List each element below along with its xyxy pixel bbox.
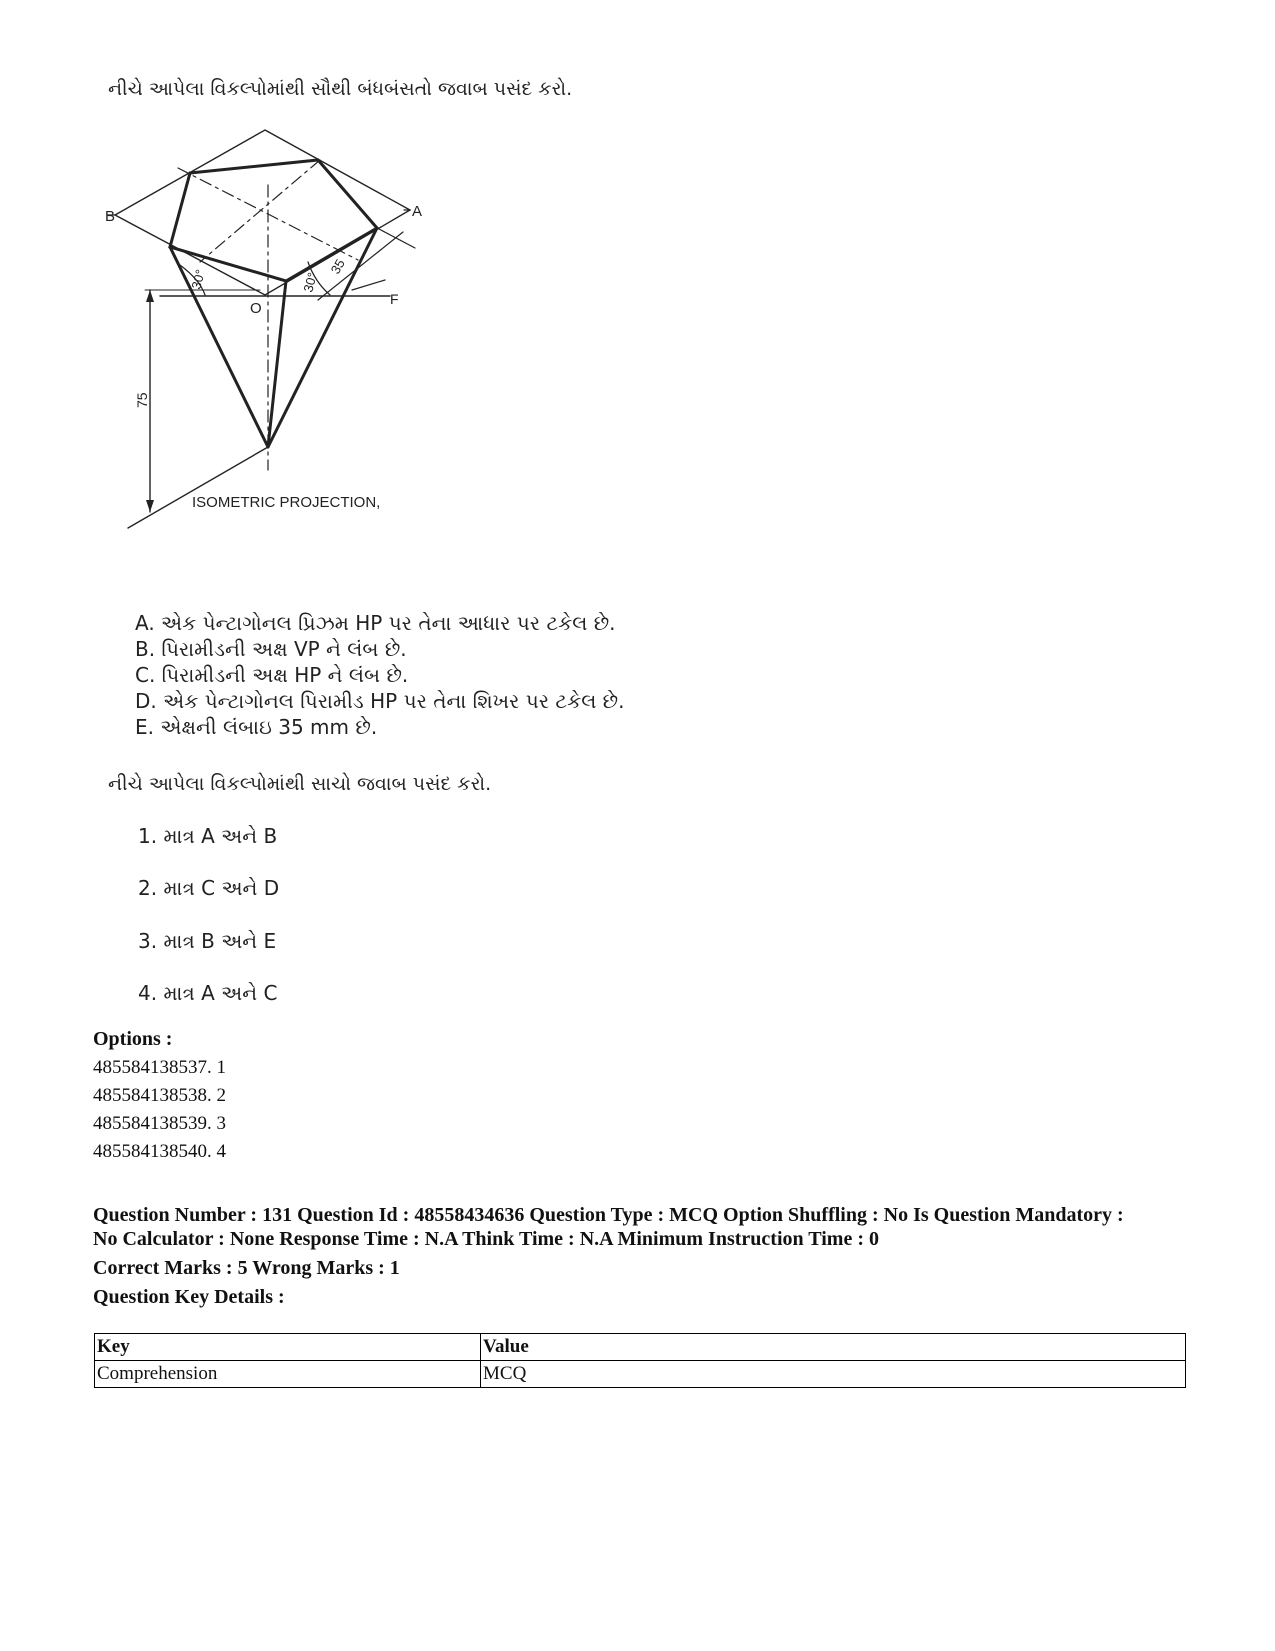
option-item: 485584138537. 1 [93,1057,226,1078]
label-b: B [105,208,116,225]
statement-c: C. પિરામીડની અક્ષ HP ને લંબ છે. [135,663,409,687]
options-list [93,1054,226,1166]
table-header-row [95,1334,1186,1361]
question-instruction-bottom: નીચે આપેલા વિકલ્પોમાંથી સાચો જવાબ પસંદ કરો. [108,773,492,795]
dimension-75-label: 75 [134,392,150,408]
label-f: F [390,291,399,307]
marks-line: Correct Marks : 5 Wrong Marks : 1 [93,1257,400,1279]
isometric-projection-figure [105,128,450,558]
label-a: A [412,203,423,220]
options-label: Options : [93,1028,173,1050]
choice-4: 4. માત્ર A અને C [138,981,278,1005]
label-o: O [250,300,262,317]
statement-e: E. એક્ષની લંબાઇ 35 mm છે. [135,715,378,739]
cell-key: Comprehension [95,1361,481,1388]
statement-b: B. પિરામીડની અક્ષ VP ને લંબ છે. [135,637,407,661]
question-meta-line-2: No Calculator : None Response Time : N.A Think Time : N.A Minimum Instruction Time : 0 [93,1228,879,1250]
question-meta-line-1: Question Number : 131 Question Id : 48558434636 Question Type : MCQ Option Shuffling : No Is Question Mandatory : [93,1204,1124,1226]
header-value: Value [481,1334,1186,1361]
option-item: 485584138539. 3 [93,1113,226,1134]
option-item: 485584138538. 2 [93,1085,226,1106]
statement-d: D. એક પેન્ટાગોનલ પિરામીડ HP પર તેના શિખર પર ટકેલ છે. [135,689,625,713]
table-row [95,1361,1186,1388]
key-details-label: Question Key Details : [93,1286,285,1308]
choice-2: 2. માત્ર C અને D [138,876,280,900]
angle-right-label: 30° [300,270,320,294]
figure-caption: ISOMETRIC PROJECTION, [192,494,381,511]
question-instruction-top: નીચે આપેલા વિકલ્પોમાંથી સૌથી બંધબંસતો જવાબ પસંદ કરો. [108,78,573,100]
key-details-table [94,1333,1186,1388]
angle-left-label: 30° [188,267,208,291]
dimension-35-label: 35 [327,256,348,277]
choice-3: 3. માત્ર B અને E [138,929,277,953]
header-key: Key [95,1334,481,1361]
option-item: 485584138540. 4 [93,1141,226,1162]
cell-value: MCQ [481,1361,1186,1388]
statement-a: A. એક પેન્ટાગોનલ પ્રિઝમ HP પર તેના આધાર પર ટકેલ છે. [135,611,616,635]
choice-1: 1. માત્ર A અને B [138,824,278,848]
